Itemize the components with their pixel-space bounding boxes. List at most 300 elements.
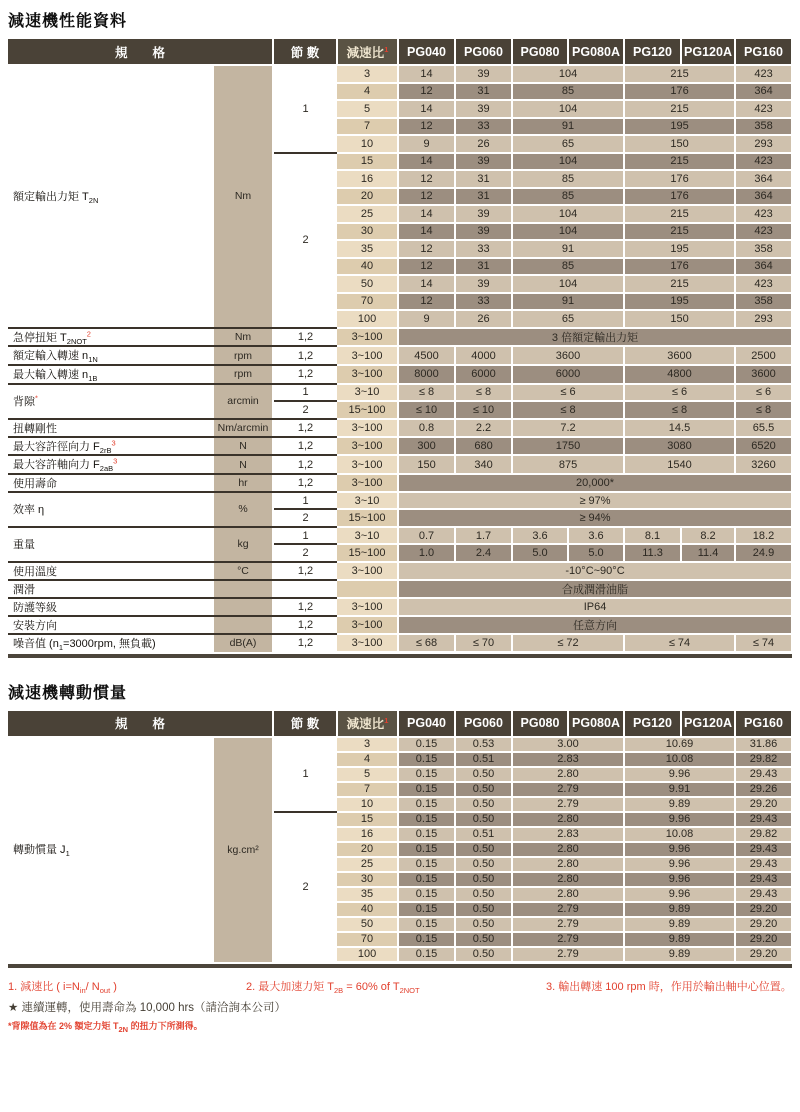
value-cell: 9.89 <box>624 797 735 812</box>
value-cell: 150 <box>398 455 455 474</box>
value-cell: 14 <box>398 275 455 293</box>
ratio-cell: 3~100 <box>337 328 398 347</box>
value-cell: 2.80 <box>512 887 624 902</box>
ratio-cell: 25 <box>337 205 398 223</box>
unit-cell: Nm <box>213 65 273 328</box>
value-cell: 31 <box>455 83 512 101</box>
value-cell: 12 <box>398 188 455 206</box>
ratio-cell: 3~10 <box>337 384 398 402</box>
stage-cell: 2 <box>273 153 337 328</box>
value-cell: 12 <box>398 240 455 258</box>
model-header: PG060 <box>455 711 512 737</box>
ratio-cell <box>337 580 398 598</box>
value-cell: 0.15 <box>398 947 455 962</box>
stage-cell: 1,2 <box>273 562 337 580</box>
ratio-cell: 40 <box>337 902 398 917</box>
value-cell: 104 <box>512 275 624 293</box>
ratio-cell: 50 <box>337 275 398 293</box>
value-cell: 5.0 <box>568 544 624 562</box>
value-cell: 300 <box>398 437 455 456</box>
value-cell: 12 <box>398 258 455 276</box>
value-cell: 0.53 <box>455 737 512 752</box>
ratio-cell: 40 <box>337 258 398 276</box>
ratio-cell: 3~100 <box>337 562 398 580</box>
value-cell: 215 <box>624 205 735 223</box>
inertia-table-bottom-rule <box>8 964 792 968</box>
value-cell: 65 <box>512 135 624 153</box>
model-header: PG120 <box>624 711 681 737</box>
unit-cell: N <box>213 455 273 474</box>
unit-cell: rpm <box>213 346 273 365</box>
ratio-cell: 35 <box>337 240 398 258</box>
value-cell: 11.3 <box>624 544 681 562</box>
value-cell: ≥ 97% <box>398 492 792 510</box>
value-cell: 0.8 <box>398 419 455 437</box>
value-cell: 423 <box>735 223 792 241</box>
stage-cell: 1 <box>273 65 337 153</box>
ratio-cell: 3~10 <box>337 527 398 545</box>
stage-cell: 1,2 <box>273 346 337 365</box>
value-cell: 2.80 <box>512 812 624 827</box>
value-cell: 31.86 <box>735 737 792 752</box>
value-cell: 9.89 <box>624 902 735 917</box>
value-cell: 0.50 <box>455 932 512 947</box>
value-cell: 39 <box>455 275 512 293</box>
ratio-cell: 3~100 <box>337 634 398 652</box>
value-cell: 31 <box>455 170 512 188</box>
value-cell: 29.43 <box>735 872 792 887</box>
value-cell: 875 <box>512 455 624 474</box>
value-cell: 29.82 <box>735 827 792 842</box>
value-cell: 39 <box>455 65 512 83</box>
value-cell: 2.79 <box>512 902 624 917</box>
value-cell: 0.15 <box>398 752 455 767</box>
value-cell: 33 <box>455 293 512 311</box>
value-cell: ≤ 8 <box>735 401 792 419</box>
ratio-cell: 100 <box>337 310 398 328</box>
value-cell: 29.43 <box>735 887 792 902</box>
value-cell: 0.15 <box>398 872 455 887</box>
value-cell: 0.15 <box>398 782 455 797</box>
stage-cell: 2 <box>273 544 337 562</box>
value-cell: 20,000* <box>398 474 792 492</box>
ratio-cell: 70 <box>337 293 398 311</box>
value-cell: 12 <box>398 118 455 136</box>
value-cell: 39 <box>455 100 512 118</box>
model-header: PG040 <box>398 39 455 65</box>
unit-cell: % <box>213 492 273 527</box>
ratio-cell: 15 <box>337 812 398 827</box>
ratio-cell: 3~10 <box>337 492 398 510</box>
value-cell: 10.08 <box>624 827 735 842</box>
stage-cell: 1,2 <box>273 474 337 492</box>
ratio-cell: 3~100 <box>337 455 398 474</box>
value-cell: 0.15 <box>398 887 455 902</box>
ratio-cell: 7 <box>337 118 398 136</box>
value-cell: 8.2 <box>681 527 735 545</box>
value-cell: 14 <box>398 223 455 241</box>
value-cell: 0.50 <box>455 887 512 902</box>
value-cell: 9.96 <box>624 842 735 857</box>
value-cell: 0.15 <box>398 917 455 932</box>
value-cell: 29.20 <box>735 917 792 932</box>
value-cell: 104 <box>512 100 624 118</box>
value-cell: 31 <box>455 258 512 276</box>
value-cell: 104 <box>512 205 624 223</box>
value-cell: 4800 <box>624 365 735 384</box>
spec-label-cell: 最大輸入轉速 $n_{1B}$ <box>8 365 213 384</box>
value-cell: 9.91 <box>624 782 735 797</box>
ratio-cell: 3~100 <box>337 437 398 456</box>
ratio-cell: 10 <box>337 797 398 812</box>
value-cell: 12 <box>398 170 455 188</box>
spec-label-cell: 額定輸出力矩 $T_{2N}$ <box>8 65 213 328</box>
value-cell: 3080 <box>624 437 735 456</box>
value-cell: 0.50 <box>455 842 512 857</box>
value-cell: 0.15 <box>398 737 455 752</box>
value-cell: 2500 <box>735 346 792 365</box>
value-cell: 0.50 <box>455 797 512 812</box>
value-cell: 26 <box>455 310 512 328</box>
value-cell: 14.5 <box>624 419 735 437</box>
ratio-header: 減速比$^1$ <box>337 711 398 737</box>
value-cell: 3260 <box>735 455 792 474</box>
value-cell: 3.00 <box>512 737 624 752</box>
spec-label-cell: 潤滑 <box>8 580 213 598</box>
unit-cell <box>213 580 273 598</box>
value-cell: 215 <box>624 65 735 83</box>
value-cell: 1750 <box>512 437 624 456</box>
value-cell: ≤ 6 <box>735 384 792 402</box>
value-cell: 0.15 <box>398 902 455 917</box>
unit-cell: Nm/arcmin <box>213 419 273 437</box>
value-cell: ≤ 6 <box>512 384 624 402</box>
value-cell: ≤ 74 <box>735 634 792 652</box>
model-header: PG120A <box>681 711 735 737</box>
footnote-backlash: *背隙值為在 2% 額定力矩 $T_{2N}$ 的扭力下所測得。 <box>8 1021 203 1035</box>
ratio-cell: 3 <box>337 737 398 752</box>
spec-label-cell: 安裝方向 <box>8 616 213 634</box>
value-cell: 176 <box>624 170 735 188</box>
value-cell: IP64 <box>398 598 792 616</box>
stage-cell: 1,2 <box>273 365 337 384</box>
value-cell: 9.89 <box>624 917 735 932</box>
spec-label-cell: 扭轉剛性 <box>8 419 213 437</box>
value-cell: 150 <box>624 135 735 153</box>
value-cell: 3 倍額定輸出力矩 <box>398 328 792 347</box>
value-cell: 2.83 <box>512 827 624 842</box>
ratio-cell: 20 <box>337 188 398 206</box>
value-cell: -10°C~90°C <box>398 562 792 580</box>
value-cell: 9.96 <box>624 887 735 902</box>
value-cell: 9.96 <box>624 857 735 872</box>
stages-header: 節 數 <box>273 39 337 65</box>
value-cell: 6000 <box>455 365 512 384</box>
value-cell: ≤ 10 <box>398 401 455 419</box>
value-cell: 176 <box>624 83 735 101</box>
stage-cell: 1,2 <box>273 455 337 474</box>
value-cell: 91 <box>512 293 624 311</box>
value-cell: 0.50 <box>455 947 512 962</box>
value-cell: 364 <box>735 170 792 188</box>
ratio-cell: 15~100 <box>337 509 398 527</box>
value-cell: ≤ 8 <box>398 384 455 402</box>
value-cell: 91 <box>512 118 624 136</box>
value-cell: 6000 <box>512 365 624 384</box>
value-cell: 0.15 <box>398 932 455 947</box>
value-cell: 2.79 <box>512 932 624 947</box>
ratio-cell: 70 <box>337 932 398 947</box>
value-cell: 2.80 <box>512 872 624 887</box>
ratio-header: 減速比$^1$ <box>337 39 398 65</box>
ratio-cell: 10 <box>337 135 398 153</box>
value-cell: 0.15 <box>398 857 455 872</box>
value-cell: 26 <box>455 135 512 153</box>
value-cell: 3.6 <box>512 527 568 545</box>
value-cell: 364 <box>735 258 792 276</box>
value-cell: 29.43 <box>735 842 792 857</box>
ratio-cell: 15~100 <box>337 401 398 419</box>
performance-table <box>8 39 793 653</box>
ratio-cell: 15~100 <box>337 544 398 562</box>
stage-cell: 1,2 <box>273 634 337 652</box>
model-header: PG080 <box>512 711 568 737</box>
stage-cell: 2 <box>273 401 337 419</box>
unit-cell: Nm <box>213 328 273 347</box>
value-cell: 195 <box>624 293 735 311</box>
ratio-cell: 16 <box>337 827 398 842</box>
spec-label-cell: 急停扭矩 $T_{2NOT}^2$ <box>8 328 213 347</box>
value-cell: 29.20 <box>735 797 792 812</box>
value-cell: 18.2 <box>735 527 792 545</box>
value-cell: 85 <box>512 170 624 188</box>
value-cell: 195 <box>624 240 735 258</box>
value-cell: 85 <box>512 83 624 101</box>
model-header: PG080 <box>512 39 568 65</box>
value-cell: 0.7 <box>398 527 455 545</box>
value-cell: 358 <box>735 293 792 311</box>
ratio-cell: 16 <box>337 170 398 188</box>
value-cell: 195 <box>624 118 735 136</box>
model-header: PG120A <box>681 39 735 65</box>
value-cell: ≤ 70 <box>455 634 512 652</box>
value-cell: 2.80 <box>512 857 624 872</box>
value-cell: 215 <box>624 275 735 293</box>
spec-label-cell: 轉動慣量 $J_1$ <box>8 737 213 962</box>
stage-cell: 1,2 <box>273 419 337 437</box>
value-cell: 3600 <box>512 346 624 365</box>
unit-cell: N <box>213 437 273 456</box>
unit-cell <box>213 616 273 634</box>
ratio-cell: 3~100 <box>337 346 398 365</box>
value-cell: 8.1 <box>624 527 681 545</box>
value-cell: 29.26 <box>735 782 792 797</box>
value-cell: 2.79 <box>512 947 624 962</box>
spec-label-cell: 使用溫度 <box>8 562 213 580</box>
spec-label-cell: 噪音值 ($n_1=3000rpm$, 無負載) <box>8 634 213 652</box>
value-cell: 176 <box>624 188 735 206</box>
value-cell: 11.4 <box>681 544 735 562</box>
value-cell: 3.6 <box>568 527 624 545</box>
value-cell: 293 <box>735 135 792 153</box>
ratio-cell: 50 <box>337 917 398 932</box>
ratio-cell: 4 <box>337 83 398 101</box>
value-cell: 39 <box>455 205 512 223</box>
inertia-table <box>8 711 793 963</box>
ratio-cell: 4 <box>337 752 398 767</box>
value-cell: 29.20 <box>735 932 792 947</box>
footnote-2: 2. 最大加速力矩 $T_{2B} = 60\%$ of $T_{2NOT}$ <box>246 980 420 995</box>
value-cell: 150 <box>624 310 735 328</box>
value-cell: 12 <box>398 293 455 311</box>
ratio-cell: 25 <box>337 857 398 872</box>
value-cell: 29.43 <box>735 812 792 827</box>
ratio-cell: 3~100 <box>337 598 398 616</box>
value-cell: 8000 <box>398 365 455 384</box>
value-cell: 5.0 <box>512 544 568 562</box>
footnotes <box>8 978 792 1034</box>
footnote-1: 1. 減速比 ( $i=N_{in}/$ $N_{out}$ ) <box>8 980 117 995</box>
value-cell: ≤ 10 <box>455 401 512 419</box>
value-cell: 29.43 <box>735 857 792 872</box>
stage-cell: 2 <box>273 812 337 962</box>
spec-label-cell: 效率 η <box>8 492 213 527</box>
value-cell: 215 <box>624 100 735 118</box>
value-cell: ≤ 74 <box>624 634 735 652</box>
value-cell: 0.15 <box>398 812 455 827</box>
value-cell: 9.96 <box>624 767 735 782</box>
model-header: PG080A <box>568 711 624 737</box>
value-cell: 104 <box>512 223 624 241</box>
value-cell: 1540 <box>624 455 735 474</box>
value-cell: 9.96 <box>624 872 735 887</box>
value-cell: 9.96 <box>624 812 735 827</box>
page-title-performance: 減速機性能資料 <box>8 13 128 30</box>
value-cell: 2.79 <box>512 917 624 932</box>
value-cell: 0.50 <box>455 857 512 872</box>
spec-label-cell: 重量 <box>8 527 213 562</box>
footnote-3: 3. 輸出轉速 100 rpm 時，作用於輸出軸中心位置。 <box>546 980 792 993</box>
value-cell: 65 <box>512 310 624 328</box>
stage-cell: 1 <box>273 492 337 510</box>
value-cell: 364 <box>735 188 792 206</box>
ratio-cell: 5 <box>337 100 398 118</box>
value-cell: 2.83 <box>512 752 624 767</box>
model-header: PG060 <box>455 39 512 65</box>
model-header: PG120 <box>624 39 681 65</box>
value-cell: 10.69 <box>624 737 735 752</box>
value-cell: 293 <box>735 310 792 328</box>
model-header: PG040 <box>398 711 455 737</box>
stage-cell <box>273 580 337 598</box>
value-cell: 7.2 <box>512 419 624 437</box>
value-cell: 6520 <box>735 437 792 456</box>
value-cell: ≥ 94% <box>398 509 792 527</box>
value-cell: 423 <box>735 65 792 83</box>
stage-cell: 1,2 <box>273 616 337 634</box>
stage-cell: 1 <box>273 527 337 545</box>
stage-cell: 1,2 <box>273 328 337 347</box>
ratio-cell: 20 <box>337 842 398 857</box>
value-cell: 215 <box>624 153 735 171</box>
value-cell: 3600 <box>624 346 735 365</box>
unit-cell: kg <box>213 527 273 562</box>
ratio-cell: 35 <box>337 887 398 902</box>
value-cell: 1.7 <box>455 527 512 545</box>
value-cell: 3600 <box>735 365 792 384</box>
ratio-cell: 30 <box>337 223 398 241</box>
unit-cell: hr <box>213 474 273 492</box>
performance-table-bottom-rule <box>8 654 792 658</box>
value-cell: ≤ 8 <box>512 401 624 419</box>
value-cell: 680 <box>455 437 512 456</box>
unit-cell: kg.cm² <box>213 737 273 962</box>
value-cell: 104 <box>512 153 624 171</box>
value-cell: 12 <box>398 83 455 101</box>
value-cell: 4500 <box>398 346 455 365</box>
ratio-cell: 30 <box>337 872 398 887</box>
value-cell: 9.89 <box>624 932 735 947</box>
value-cell: 423 <box>735 275 792 293</box>
spec-label-cell: 額定輸入轉速 $n_{1N}$ <box>8 346 213 365</box>
spec-label-cell: 背隙* <box>8 384 213 419</box>
value-cell: 33 <box>455 118 512 136</box>
value-cell: 39 <box>455 153 512 171</box>
stage-cell: 1,2 <box>273 598 337 616</box>
value-cell: 9.89 <box>624 947 735 962</box>
value-cell: 340 <box>455 455 512 474</box>
spec-header: 規 格 <box>8 711 273 737</box>
ratio-cell: 5 <box>337 767 398 782</box>
value-cell: 0.15 <box>398 767 455 782</box>
ratio-cell: 3 <box>337 65 398 83</box>
unit-cell: °C <box>213 562 273 580</box>
value-cell: 0.50 <box>455 812 512 827</box>
ratio-cell: 3~100 <box>337 616 398 634</box>
value-cell: 0.15 <box>398 827 455 842</box>
value-cell: 任意方向 <box>398 616 792 634</box>
unit-cell: dB(A) <box>213 634 273 652</box>
value-cell: 176 <box>624 258 735 276</box>
value-cell: 423 <box>735 205 792 223</box>
ratio-cell: 15 <box>337 153 398 171</box>
spec-label-cell: 防護等級 <box>8 598 213 616</box>
value-cell: 423 <box>735 153 792 171</box>
value-cell: 14 <box>398 100 455 118</box>
ratio-cell: 3~100 <box>337 474 398 492</box>
footnote-row <box>8 978 792 995</box>
value-cell: ≤ 68 <box>398 634 455 652</box>
value-cell: 0.50 <box>455 917 512 932</box>
value-cell: 358 <box>735 118 792 136</box>
stage-cell: 1 <box>273 737 337 812</box>
value-cell: 2.79 <box>512 797 624 812</box>
value-cell: 0.50 <box>455 872 512 887</box>
value-cell: ≤ 6 <box>624 384 735 402</box>
spec-label-cell: 使用壽命 <box>8 474 213 492</box>
value-cell: 14 <box>398 153 455 171</box>
value-cell: 0.51 <box>455 752 512 767</box>
spec-label-cell: 最大容許徑向力 $F_{2rB}^3$ <box>8 437 213 456</box>
value-cell: 91 <box>512 240 624 258</box>
value-cell: 14 <box>398 65 455 83</box>
value-cell: ≤ 8 <box>624 401 735 419</box>
value-cell: ≤ 8 <box>455 384 512 402</box>
value-cell: 0.50 <box>455 902 512 917</box>
unit-cell <box>213 598 273 616</box>
spec-label-cell: 最大容許軸向力 $F_{2aB}^3$ <box>8 455 213 474</box>
value-cell: 29.43 <box>735 767 792 782</box>
